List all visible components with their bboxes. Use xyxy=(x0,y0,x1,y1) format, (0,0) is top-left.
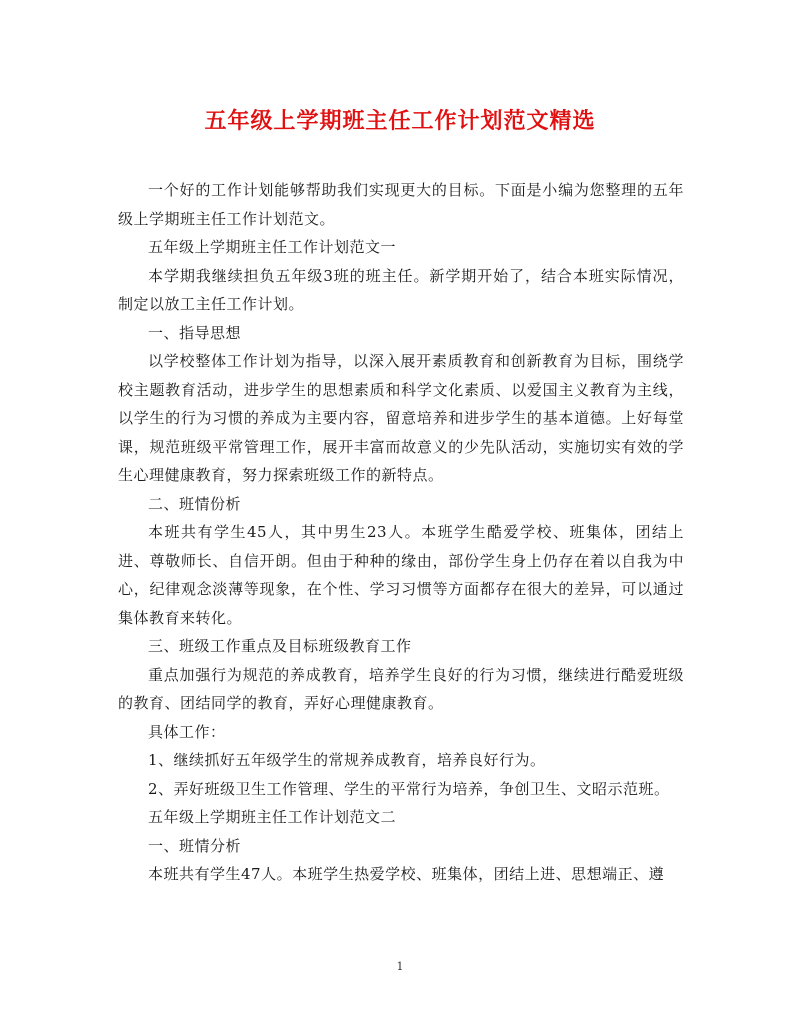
paragraph: 重点加强行为规范的养成教育，培养学生良好的行为习惯，继续进行酷爱班级的教育、团结同学的教育，弄好心理健康教育。 xyxy=(118,665,684,712)
section-heading: 五年级上学期班主任工作计划范文二 xyxy=(148,808,397,826)
section-heading: 三、班级工作重点及目标班级教育工作 xyxy=(148,637,412,655)
section-heading: 二、班情份析 xyxy=(148,494,242,513)
list-item: 1、继续抓好五年级学生的常规养成教育，培养良好行为。 xyxy=(148,751,546,769)
list-item: 2、弄好班级卫生工作管理、学生的平常行为培养，争创卫生、文昭示范班。 xyxy=(148,779,670,798)
paragraph: 本学期我继续担负五年级3班的班主任。新学期开始了，结合本班实际情况，制定以放工主任工作计划。 xyxy=(118,266,684,313)
document-title: 五年级上学期班主任工作计划范文精选 xyxy=(204,109,596,134)
section-heading: 五年级上学期班主任工作计划范文一 xyxy=(148,238,397,256)
page-number: 1 xyxy=(396,960,404,973)
section-heading: 一、班情分析 xyxy=(148,836,242,855)
paragraph: 本班共有学生47人。本班学生热爱学校、班集体，团结上进、思想端正、遵 xyxy=(148,865,665,883)
paragraph: 本班共有学生45人，其中男生23人。本班学生酷爱学校、班集体，团结上进、尊敬师长、自信开朗。但由于种种的缘由，部份学生身上仍存在着以自我为中心，纪律观念淡薄等现象，在个性、学习习惯等方面都存在很大的差异，可以通过集体教育来转化。 xyxy=(118,523,684,627)
section-heading: 具体工作： xyxy=(148,722,226,741)
paragraph: 一个好的工作计划能够帮助我们实现更大的目标。下面是小编为您整理的五年级上学期班主任工作计划范文。 xyxy=(118,181,684,228)
paragraph: 以学校整体工作计划为指导，以深入展开素质教育和创新教育为目标，围绕学校主题教育活动，进步学生的思想素质和科学文化素质、以爱国主义教育为主线，以学生的行为习惯的养成为主要内容，留意培养和进步学生的基本道德。上好每堂课，规范班级平常管理工作，展开丰富而故意义的少先队活动，实施切实有效的学生心理健康教育，努力探索班级工作的新特点。 xyxy=(118,352,684,484)
document-body xyxy=(118,176,684,889)
section-heading: 一、指导思想 xyxy=(148,323,242,342)
